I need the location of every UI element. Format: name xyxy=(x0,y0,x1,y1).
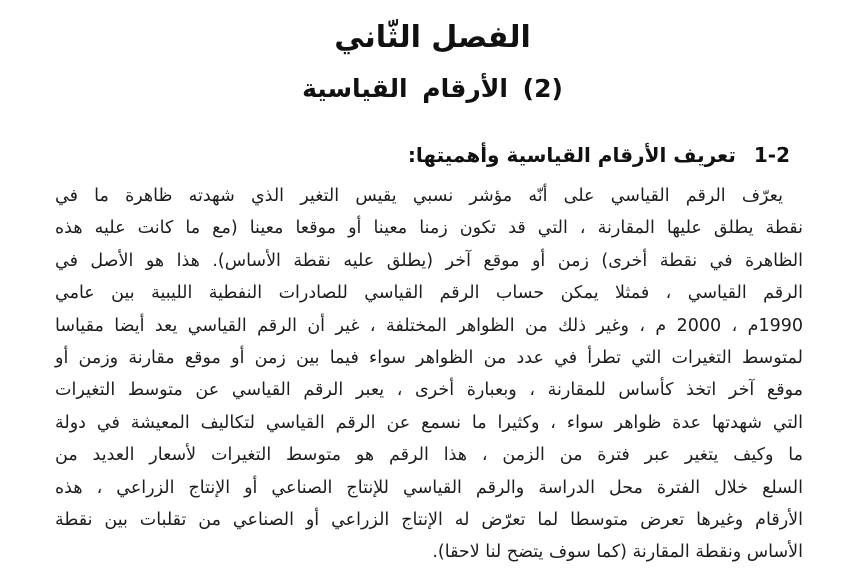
paragraph-line: لمتوسط التغيرات التي تطرأ في عدد من الظواهر سواء فيما بين زمن أو موقع مقارنة وزمن أو xyxy=(55,347,803,368)
chapter-title: الفصل الثّاني xyxy=(334,20,531,55)
paragraph-line: الأساس ونقطة المقارنة (كما سوف يتضح لنا لاحقا). xyxy=(432,542,803,563)
section-title: (2) الأرقام القياسية xyxy=(302,74,563,103)
subsection-heading xyxy=(408,140,790,170)
paragraph-line: موقع آخر اتخذ كأساس للمقارنة ، وبعبارة أخرى ، يعبر الرقم القياسي عن متوسط التغيرات xyxy=(55,380,803,401)
paragraph-line: ما وكيف يتغير عبر فترة من الزمن ، هذا الرقم هو متوسط التغيرات لأسعار العديد من xyxy=(55,445,803,466)
paragraph-line: الأرقام وغيرها تعرض متوسطا لما تعرّض له الإنتاج الزراعي أو الصناعي من تقلبات بين نقطة xyxy=(55,509,803,530)
paragraph-line: الظاهرة في نقطة أخرى) زمن أو موقع آخر (يطلق عليه نقطة الأساس). هذا هو الأصل في xyxy=(55,250,803,271)
paragraph-line: الرقم القياسي ، فمثلا يمكن حساب الرقم القياسي للصادرات النفطية الليبية بين عامي xyxy=(55,283,803,304)
paragraph-line: السلع خلال الفترة محل الدراسة والرقم القياسي للإنتاج الصناعي أو الإنتاج الزراعي ، هذه xyxy=(55,477,803,498)
paragraph-line: نقطة يطلق عليها المقارنة ، التي قد تكون زمنا معينا أو موقعا معينا (مع ما كانت عليه هذه xyxy=(55,218,803,239)
paragraph-line: التي شهدتها عدة ظواهر سواء ، وكثيرا ما نسمع عن الرقم القياسي لتكاليف المعيشة في دولة xyxy=(55,412,803,433)
subsection-number: 1-2 xyxy=(753,143,790,167)
body-paragraph xyxy=(55,180,803,569)
paragraph-line: 1990م ، 2000 م ، وغير ذلك من الظواهر المختلفة ، غير أن الرقم القياسي يعد أيضا مقياسا xyxy=(55,315,803,336)
subsection-title: تعريف الأرقام القياسية وأهميتها: xyxy=(407,143,736,167)
paragraph-line: يعرّف الرقم القياسي على أنّه مؤشر نسبي يقيس التغير الذي شهدته ظاهرة ما في xyxy=(55,186,783,206)
